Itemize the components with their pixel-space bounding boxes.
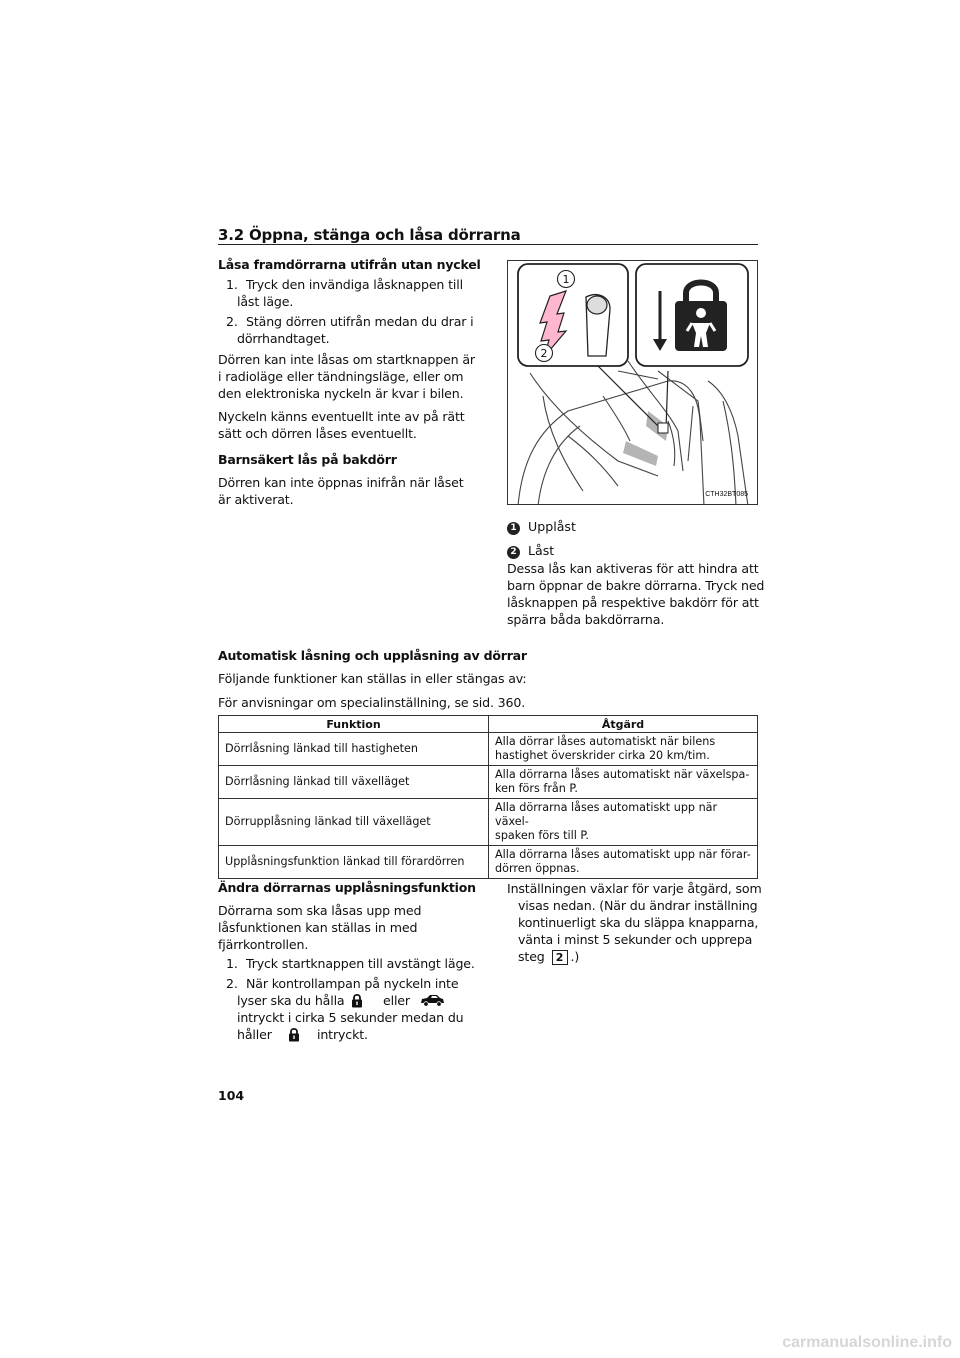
legend-item-unlocked (507, 518, 576, 535)
legend-number: 2 (507, 546, 520, 559)
lock-key-icon (288, 1027, 300, 1046)
paragraph-child-lock-usage (507, 560, 767, 628)
text-line: Dörrarna som ska låsas upp med (218, 903, 422, 918)
text-line: Alla dörrarna låses automatiskt när växelspa- (495, 768, 750, 781)
paragraph-start-button-note (218, 351, 498, 402)
door-illustration-svg (508, 261, 758, 505)
table-row (219, 766, 758, 799)
text-line: låsknappen på respektive bakdörr för att (507, 595, 759, 610)
cell-action (489, 846, 758, 879)
watermark: carmanualsonline.info (782, 1334, 952, 1351)
table-row (219, 799, 758, 846)
table-row (219, 733, 758, 766)
text-line: spaken förs till P. (495, 829, 589, 842)
cell-action (489, 799, 758, 846)
text-line: sätt och dörren låses eventuellt. (218, 426, 417, 441)
paragraph-child-lock (218, 474, 498, 508)
step-reference-box: 2 (552, 950, 568, 965)
text-line: vänta i minst 5 sekunder och upprepa (518, 932, 753, 947)
cell-function: Dörrupplåsning länkad till växelläget (219, 799, 489, 846)
child-lock-illustration (507, 260, 758, 505)
step-text-line: Tryck startknappen till avstängt läge. (246, 956, 475, 971)
legend-label: Upplåst (528, 519, 576, 534)
text-line: den elektroniska nyckeln är kvar i bilen. (218, 386, 464, 401)
text-line: är aktiverat. (218, 492, 294, 507)
page-number: 104 (218, 1088, 245, 1103)
auto-lock-line-2: För anvisningar om specialinställning, se sid. 360. (218, 695, 526, 710)
step-number: 1. (226, 277, 238, 292)
text-line: Alla dörrar låses automatiskt när bilens (495, 735, 716, 748)
callout-1: 1 (562, 273, 570, 286)
cell-action (489, 733, 758, 766)
text-line: Dörren kan inte öppnas inifrån när låset (218, 475, 464, 490)
text-line: Alla dörrarna låses automatiskt upp när växel- (495, 801, 718, 828)
paragraph-unlock-function (218, 902, 488, 953)
text-line: visas nedan. (När du ändrar inställning (518, 898, 758, 913)
legend-number: 1 (507, 522, 520, 535)
step-text-line: intryckt i cirka 5 sekunder medan du (237, 1010, 464, 1025)
text-line: fjärrkontrollen. (218, 937, 309, 952)
cell-function: Dörrlåsning länkad till hastigheten (219, 733, 489, 766)
step-text-line: lyser ska du hålla (237, 993, 345, 1008)
heading-lock-without-key: Låsa framdörrarna utifrån utan nyckel (218, 257, 481, 272)
text-line: kontinuerligt ska du släppa knapparna, (518, 915, 759, 930)
table-row (219, 846, 758, 879)
step-text-line: Stäng dörren utifrån medan du drar i (246, 314, 474, 329)
text-line: låsfunktionen kan ställas in med (218, 920, 418, 935)
figure-code: CTH32BT085 (705, 491, 748, 498)
text-line: dörren öppnas. (495, 862, 580, 875)
step-text-line: Tryck den invändiga låsknappen till (246, 277, 463, 292)
text-line: Dessa lås kan aktiveras för att hindra att (507, 561, 759, 576)
callout-2: 2 (540, 347, 548, 360)
table-header-row (219, 716, 758, 733)
step-text-line: låst läge. (237, 294, 294, 309)
section-title: 3.2 Öppna, stänga och låsa dörrarna (218, 226, 521, 244)
heading-auto-lock: Automatisk låsning och upplåsning av dörrar (218, 648, 527, 663)
legend-item-locked (507, 542, 554, 559)
text-fragment: steg (518, 949, 545, 964)
auto-lock-line-1: Följande funktioner kan ställas in eller stängas av: (218, 671, 527, 686)
cell-action (489, 766, 758, 799)
paragraph-key-detection-note (218, 408, 498, 442)
text-line: spärra båda bakdörrarna. (507, 612, 665, 627)
section-divider (218, 244, 758, 245)
step-number: 2. (226, 314, 238, 329)
text-line: Inställningen växlar för varje åtgärd, som (507, 881, 762, 896)
text-line (507, 948, 767, 965)
text-line: barn öppnar de bakre dörrarna. Tryck ned (507, 578, 765, 593)
column-header-function: Funktion (219, 716, 489, 733)
column-header-action: Åtgärd (489, 716, 758, 733)
text-line: Dörren kan inte låsas om startknappen är (218, 352, 475, 367)
function-table (218, 715, 758, 879)
cell-function: Dörrlåsning länkad till växelläget (219, 766, 489, 799)
text-line: Nyckeln känns eventuellt inte av på rätt (218, 409, 465, 424)
step-number: 2. (226, 976, 238, 991)
text-line: hastighet överskrider cirka 20 km/tim. (495, 749, 710, 762)
step-text-line: intryckt. (317, 1027, 368, 1042)
step-text-line: håller (237, 1027, 272, 1042)
text-line: ken förs från P. (495, 782, 578, 795)
step-number: 1. (226, 956, 238, 971)
paragraph-setting-toggle (507, 880, 767, 965)
heading-child-lock: Barnsäkert lås på bakdörr (218, 452, 397, 467)
heading-unlock-function: Ändra dörrarnas upplåsningsfunktion (218, 880, 476, 895)
step-text-line: När kontrollampan på nyckeln inte (246, 976, 459, 991)
text-fragment: .) (570, 949, 580, 964)
step-text-line: eller (383, 993, 410, 1008)
text-line: i radioläge eller tändningsläge, eller om (218, 369, 464, 384)
cell-function: Upplåsningsfunktion länkad till förardörren (219, 846, 489, 879)
legend-label: Låst (528, 543, 555, 558)
text-line: Alla dörrarna låses automatiskt upp när förar- (495, 848, 751, 861)
step-text-line: dörrhandtaget. (237, 331, 330, 346)
unlock-step-2 (226, 975, 496, 1045)
